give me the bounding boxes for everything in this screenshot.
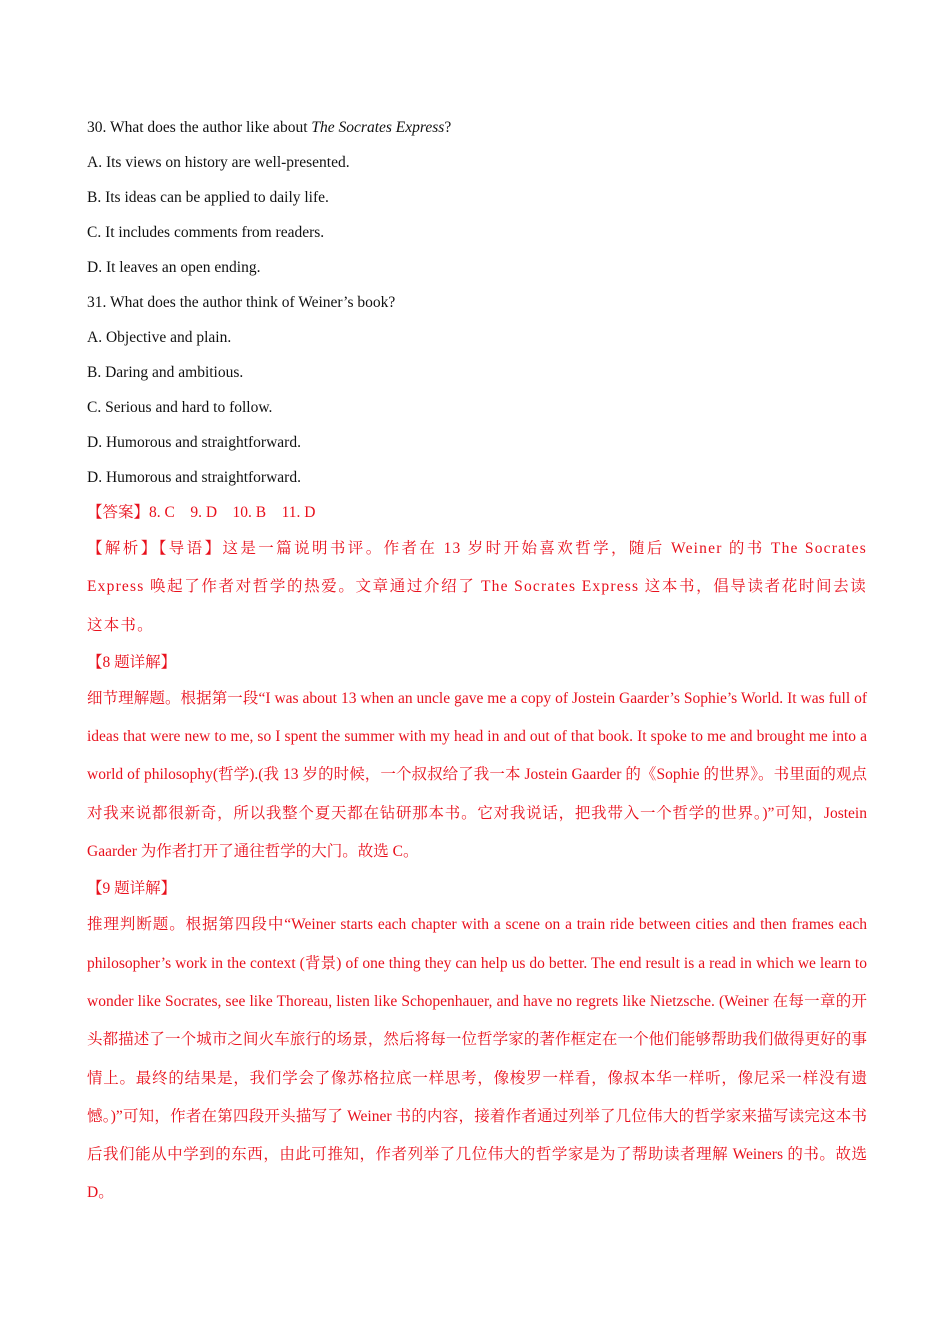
document-page [87, 110, 867, 1213]
question-31-option-a: A. Objective and plain. [87, 329, 232, 346]
question-31-option-b: B. Daring and ambitious. [87, 364, 244, 381]
q9-explanation: 推理判断题。根据第四段中“Weiner starts each chapter with a scene on a train ride between cities and then frames each philosopher’s work in the context (背景) of one thing they can help us do better. The end result is a read in which we learn to wonder like Socrates, see like Thoreau, listen like Schopenhauer, and have no regrets like Nietzsche. (Weiner 在每一章的开头都描述了一个城市之间火车旅行的场景，然后将每一位哲学家的著作框定在一个他们能够帮助我们做得更好的事情上。最终的结果是，我们学会了像苏格拉底一样思考，像梭罗一样看，像叔本华一样听，像尼采一样没有遗憾。)”可知，作者在第四段开头描写了 Weiner 书的内容，接着作者通过列举了几位伟大的哲学家来描写读完这本书后我们能从中学到的东西，由此可推知，作者列举了几位伟大的哲学家是为了帮助读者理解 Weiners 的书。故选 D。 [87, 916, 867, 1202]
question-31-stem: 31. What does the author think of Weiner’s book? [87, 294, 396, 311]
question-30-option-a: A. Its views on history are well-presented. [87, 154, 350, 171]
q8-heading: 【8 题详解】 [87, 653, 177, 671]
q8-explanation: 细节理解题。根据第一段“I was about 13 when an uncle gave me a copy of Jostein Gaarder’s Sophie’s World. It was full of ideas that were new to me, so I spent the summer with my head in and out of that book. It spoke to me and brought me into a world of philosophy(哲学).(我 13 岁的时候，一个叔叔给了我一本 Jostein Gaarder 的《Sophie 的世界》。书里面的观点对我来说都很新奇，所以我整个夏天都在钻研那本书。它对我说话，把我带入一个哲学的世界。)”可知，Jostein Gaarder 为作者打开了通往哲学的大门。故选 C。 [87, 689, 867, 861]
question-31-option-d-duplicate: D. Humorous and straightforward. [87, 469, 301, 486]
analysis-intro: 【解析】【导语】这是一篇说明书评。作者在 13 岁时开始喜欢哲学，随后 Weiner 的书 The Socrates Express 唤起了作者对哲学的热爱。文章通过介绍了 The Socrates Express 这本书，倡导读者花时间去读这本书。 [87, 540, 867, 634]
question-31-option-c: C. Serious and hard to follow. [87, 399, 273, 416]
question-31-option-d: D. Humorous and straightforward. [87, 434, 301, 451]
question-30-stem: 30. What does the author like about The Socrates Express? [87, 119, 452, 136]
question-30-option-d: D. It leaves an open ending. [87, 259, 261, 276]
book-title: The Socrates Express [311, 119, 445, 136]
question-30-option-c: C. It includes comments from readers. [87, 224, 325, 241]
answer-key: 【答案】8. C 9. D 10. B 11. D [87, 504, 316, 521]
q9-heading: 【9 题详解】 [87, 880, 177, 898]
question-30-option-b: B. Its ideas can be applied to daily life. [87, 189, 329, 206]
